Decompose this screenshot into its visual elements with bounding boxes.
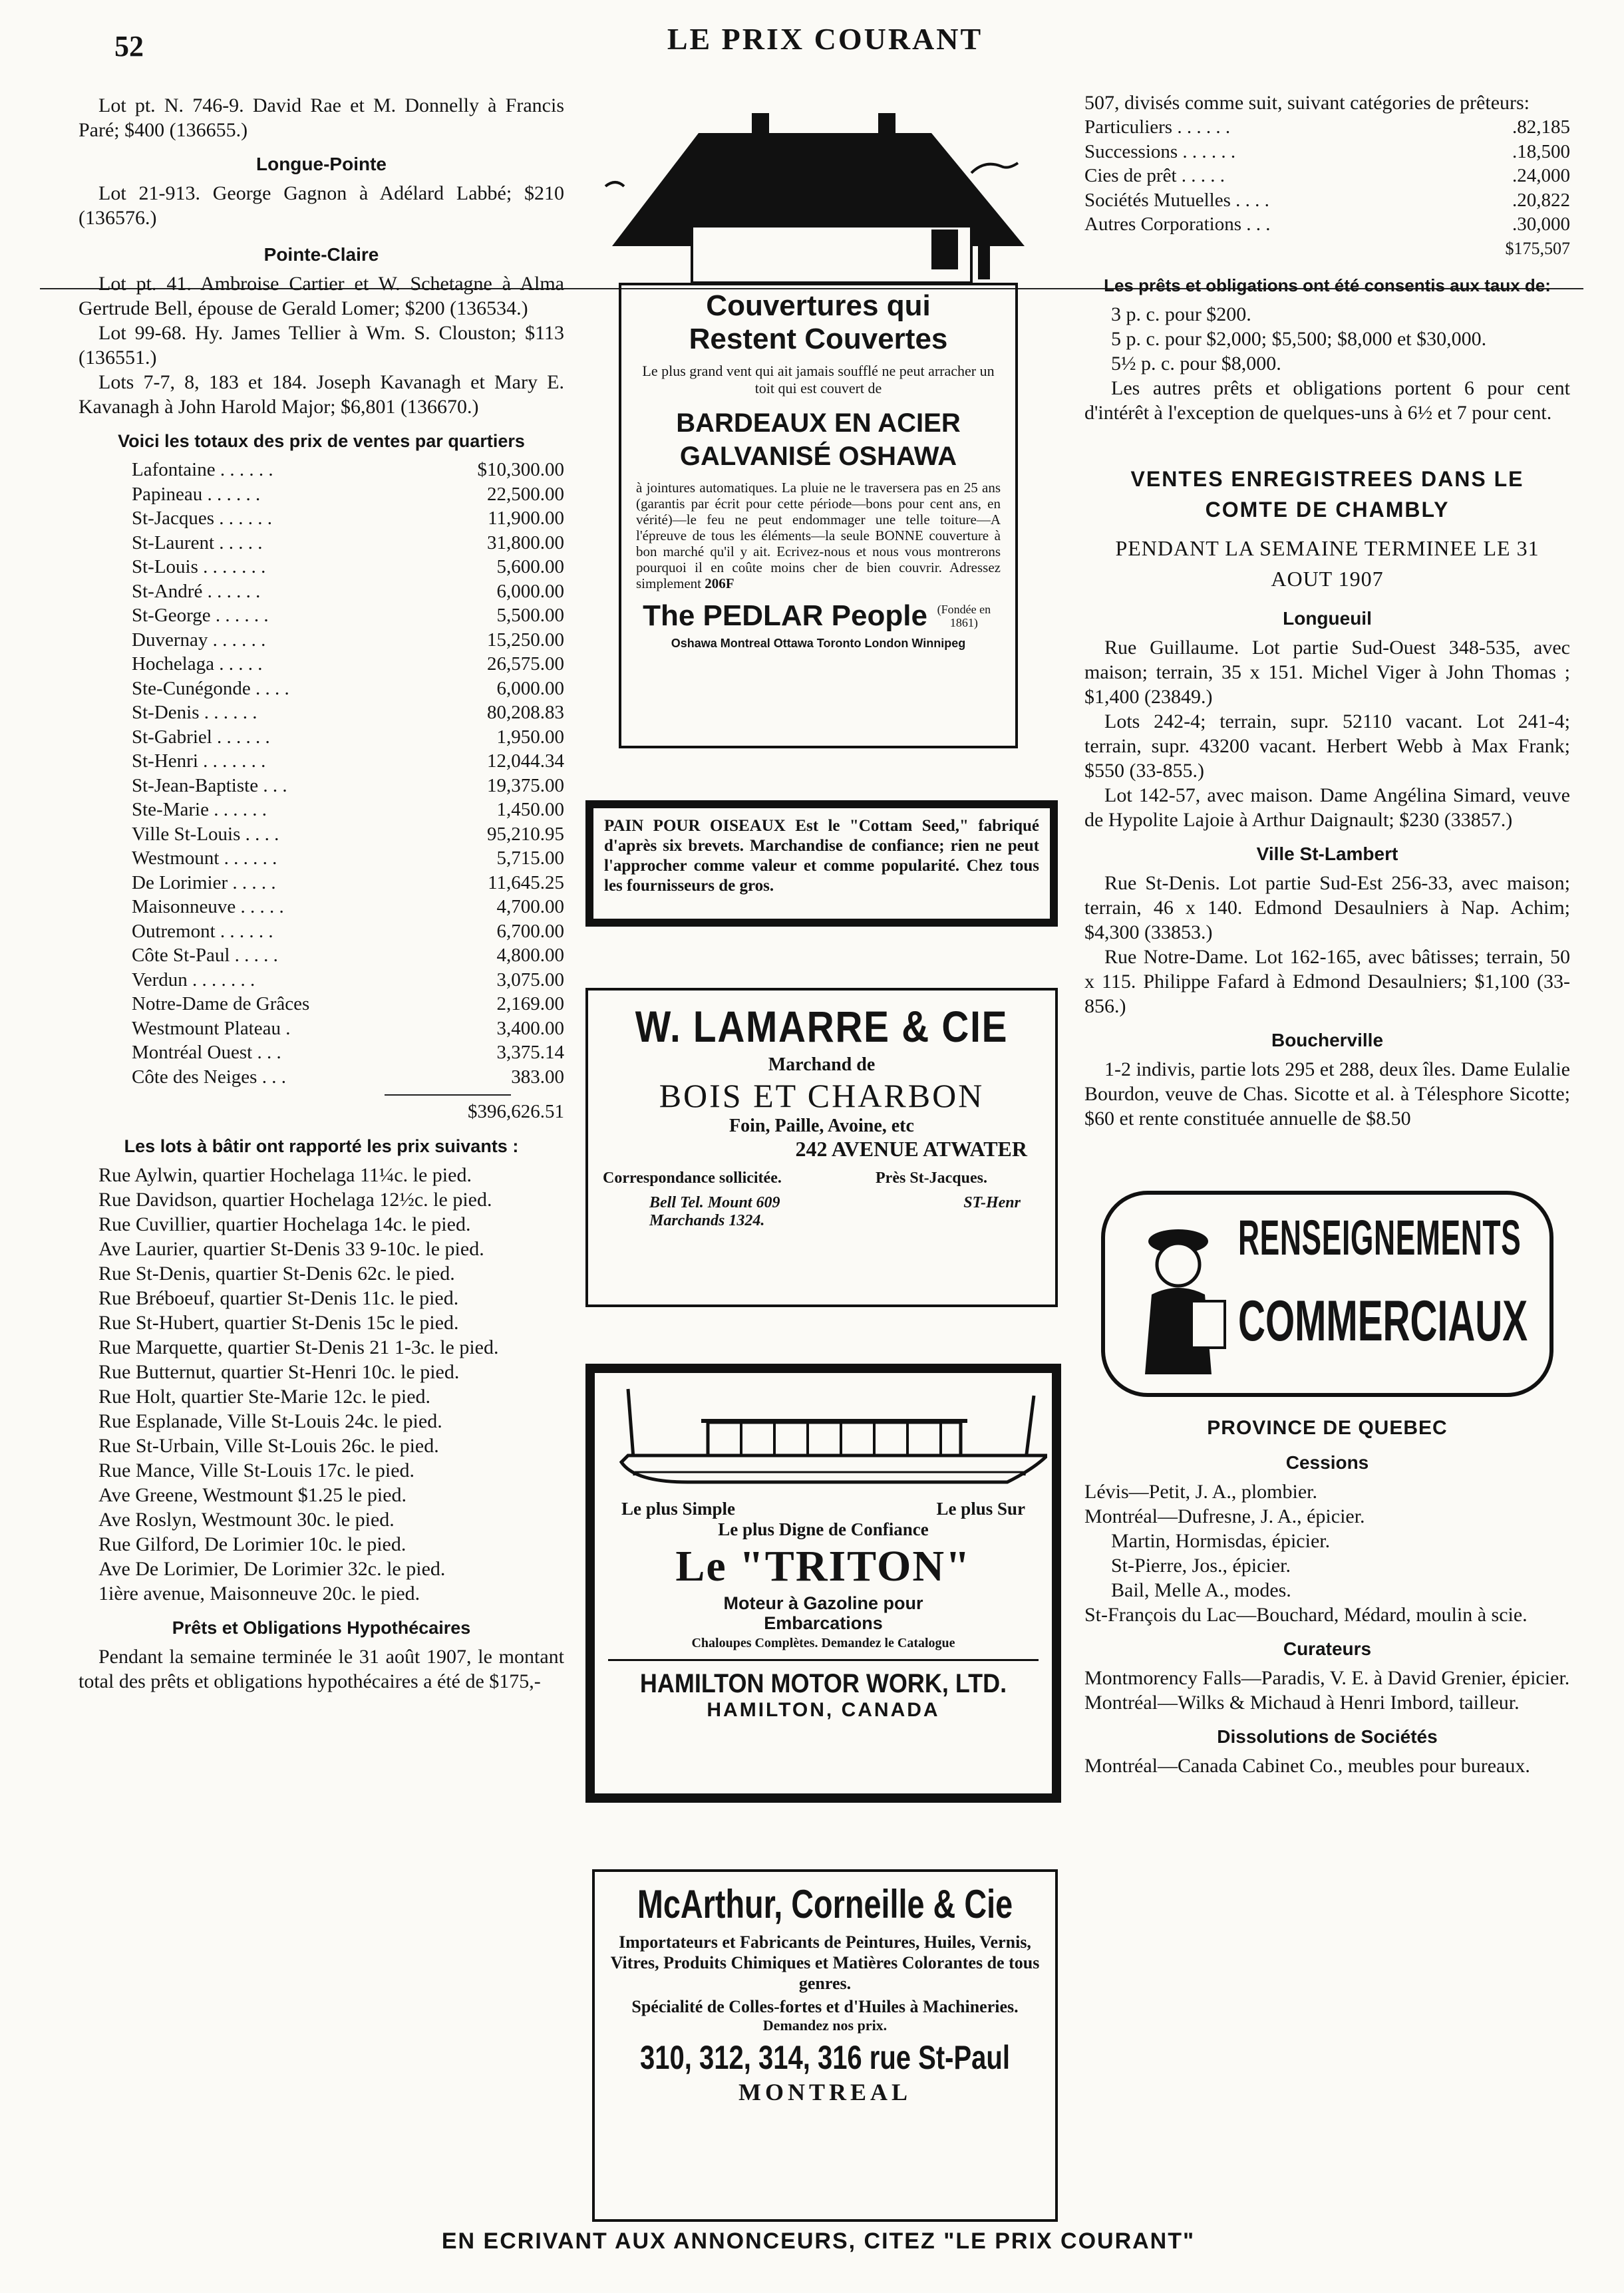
lamarre-bottom <box>603 1169 1041 1187</box>
taux-entry: 5 p. c. pour $2,000; $5,500; $8,000 et $30,000. <box>1111 328 1487 350</box>
taux-entry: 5½ p. c. pour $8,000. <box>1111 353 1281 375</box>
preteurs-table <box>1084 115 1570 261</box>
list-item: Rue Marquette, quartier St-Denis 21 1-3c. le pied. <box>98 1336 499 1358</box>
table-row: Côte des Neiges . . . 383.00 <box>132 1066 564 1088</box>
heading-st-lambert: Ville St-Lambert <box>1256 843 1398 864</box>
mcarthur-ad <box>592 1869 1058 2222</box>
cession-entry: Martin, Hormisdas, épicier. <box>1111 1530 1331 1552</box>
list-item: Rue Aylwin, quartier Hochelaga 11¼c. le pied. <box>98 1163 472 1186</box>
longueuil-entry: Rue Guillaume. Lot partie Sud-Ouest 348-535, avec maison; terrain, 35 x 151. Michel Viger à John Thomas ; $1,400 (23849.) <box>1084 637 1570 708</box>
table-row: Autres Corporations . . . .30,000 <box>1084 214 1570 235</box>
curateur-entry: Montréal—Wilks & Michaud à Henri Imbord, tailleur. <box>1084 1692 1520 1714</box>
intro-paragraph: Lot pt. N. 746-9. David Rae et M. Donnelly à Francis Paré; $400 (136655.) <box>79 94 564 141</box>
pedlar-product: BARDEAUX EN ACIER <box>676 408 961 438</box>
left-column <box>79 93 564 1694</box>
list-item: Rue Esplanade, Ville St-Louis 24c. le pied. <box>98 1410 442 1432</box>
pedlar-title: Restent Couvertes <box>689 323 948 355</box>
triton-tagline: Le plus Digne de Confiance <box>718 1519 929 1539</box>
list-item: Rue Mance, Ville St-Louis 17c. le pied. <box>98 1459 415 1481</box>
table-row: St-Gabriel . . . . . . 1,950.00 <box>132 726 564 748</box>
heading-boucherville: Boucherville <box>1271 1030 1384 1050</box>
cession-entry: Montréal—Dufresne, J. A., épicier. <box>1084 1505 1365 1527</box>
lamarre-items: Foin, Paille, Avoine, etc <box>729 1116 914 1136</box>
list-item: Rue St-Denis, quartier St-Denis 62c. le pied. <box>98 1262 455 1285</box>
table-row: St-Jean-Baptiste . . . 19,375.00 <box>132 774 564 796</box>
pedlar-product: GALVANISÉ OSHAWA <box>679 442 957 471</box>
pedlar-founded: (Fondée en 1861) <box>937 603 991 629</box>
pedlar-cities: Oshawa Montreal Ottawa Toronto London Winnipeg <box>671 637 966 650</box>
page-footer: EN ECRIVANT AUX ANNONCEURS, CITEZ "LE PRIX COURANT" <box>441 2228 1196 2254</box>
triton-tagline: Le plus Simple <box>621 1499 736 1519</box>
triton-ad <box>585 1364 1061 1803</box>
pointe-claire-entry: Lot pt. 41. Ambroise Cartier et W. Schetagne à Alma Gertrude Bell, épouse de Gerald Lomer; $200 (136534.) <box>79 273 564 319</box>
list-item: 1ière avenue, Maisonneuve 20c. le pied. <box>98 1582 420 1605</box>
list-item: Ave Roslyn, Westmount 30c. le pied. <box>98 1508 395 1531</box>
table-row: Montréal Ouest . . . 3,375.14 <box>132 1042 564 1063</box>
heading-curateurs: Curateurs <box>1283 1638 1372 1659</box>
table-row: Notre-Dame de Grâces 2,169.00 <box>132 993 564 1014</box>
table-row: Outremont . . . . . . 6,700.00 <box>132 920 564 942</box>
heading-province: PROVINCE DE QUEBEC <box>1207 1417 1448 1439</box>
heading-dissolutions: Dissolutions de Sociétés <box>1217 1726 1438 1747</box>
table-row: Particuliers . . . . . . .82,185 <box>1084 116 1570 138</box>
table-row: Côte St-Paul . . . . . 4,800.00 <box>132 945 564 966</box>
table-row: St-Laurent . . . . . 31,800.00 <box>132 532 564 553</box>
triton-tagline: Le plus Sur <box>936 1499 1025 1519</box>
pedlar-text: à jointures automatiques. La pluie ne le traversera pas en 25 ans (garantis par écrit pour cette période—bons pour cent ans, en vérité)—le feu ne peut endommager une telle toiture—A l'épreuve de tous les éléments—la seule BONNE couverture à bon marché qu'il y ait. Ecrivez-nous et nous vous montrerons pourquoi il en coûte moins cher de bien couvrir. Adressez simplement 206F <box>636 480 1001 591</box>
table-row: Verdun . . . . . . . 3,075.00 <box>132 969 564 991</box>
pedlar-text: Le plus grand vent qui ait jamais soufflé ne peut arracher un toit qui est couvert de <box>642 363 995 396</box>
list-item: Rue Butternut, quartier St-Henri 10c. le pied. <box>98 1360 460 1383</box>
table-row: Maisonneuve . . . . . 4,700.00 <box>132 896 564 917</box>
cession-entry: Lévis—Petit, J. A., plombier. <box>1084 1481 1317 1503</box>
page-number: 52 <box>114 30 144 63</box>
mcarthur-desc: Importateurs et Fabricants de Peintures, Huiles, Vernis, Vitres, Produits Chimiques et Matières Colorantes de tous genres. <box>610 1932 1040 1993</box>
lots-list <box>79 1163 564 1606</box>
heading-taux: Les prêts et obligations ont été consentis aux taux de: <box>1104 275 1551 295</box>
triton-catalogue: Chaloupes Complètes. Demandez le Catalogue <box>691 1636 955 1650</box>
mcarthur-address: 310, 312, 314, 316 rue St-Paul <box>640 2039 1010 2076</box>
table-row: St-Denis . . . . . . 80,208.83 <box>132 702 564 723</box>
mcarthur-spec: Spécialité de Colles-fortes et d'Huiles à Machineries. <box>631 1997 1019 2016</box>
heading-cessions: Cessions <box>1285 1452 1369 1473</box>
pedlar-brand-row <box>636 599 1001 633</box>
table-row: Ste-Marie . . . . . . 1,450.00 <box>132 799 564 820</box>
heading-lots: Les lots à bâtir ont rapporté les prix suivants : <box>124 1136 519 1156</box>
lamarre-trade: BOIS ET CHARBON <box>659 1077 985 1114</box>
lamarre-tel: Bell Tel. Mount 609 Marchands 1324. <box>649 1194 780 1229</box>
renseignements-text: RENSEIGNEMENTS <box>1238 1210 1522 1265</box>
triton-city: HAMILTON, CANADA <box>707 1699 940 1721</box>
lamarre-sub: Marchand de <box>768 1054 876 1075</box>
lamarre-name: W. LAMARRE & CIE <box>635 1002 1009 1051</box>
newsboy-figure <box>1132 1215 1231 1381</box>
cession-entry: Bail, Melle A., modes. <box>1111 1579 1291 1601</box>
list-item: Rue Holt, quartier Ste-Marie 12c. le pied. <box>98 1385 431 1408</box>
table-row: Ville St-Louis . . . . 95,210.95 <box>132 823 564 845</box>
table-row: Sociétés Mutuelles . . . . .20,822 <box>1084 189 1570 211</box>
total-rule <box>385 1094 511 1096</box>
heading-longue-pointe: Longue-Pointe <box>256 154 387 174</box>
curateur-entry: Montmorency Falls—Paradis, V. E. à David Grenier, épicier. <box>1084 1667 1570 1689</box>
heading-prets: Prêts et Obligations Hypothécaires <box>172 1617 471 1638</box>
lamarre-hour: ST-Henr <box>963 1194 1021 1211</box>
list-item: Rue Davidson, quartier Hochelaga 12½c. le pied. <box>98 1188 492 1211</box>
longue-pointe-entry: Lot 21-913. George Gagnon à Adélard Labbé; $210 (136576.) <box>79 182 564 229</box>
list-item: Rue Cuvillier, quartier Hochelaga 14c. le pied. <box>98 1213 471 1235</box>
pedlar-box <box>619 283 1018 748</box>
table-row: Hochelaga . . . . . 26,575.00 <box>132 653 564 675</box>
heading-ventes: VENTES ENREGISTREES DANS LE COMTE DE CHAMBLY <box>1130 467 1524 522</box>
renseignements-logo <box>1101 1191 1553 1397</box>
table-row: Papineau . . . . . . 22,500.00 <box>132 483 564 505</box>
pointe-claire-entry: Lots 7-7, 8, 183 et 184. Joseph Kavanagh et Mary E. Kavanagh à John Harold Major; $6,801 (136670.) <box>79 371 564 418</box>
list-item: Ave Greene, Westmount $1.25 le pied. <box>98 1483 407 1506</box>
total-row: $396,626.51 <box>468 1101 564 1122</box>
boucherville-entry: 1-2 indivis, partie lots 295 et 288, deux îles. Dame Eulalie Bourdon, veuve de Chas. Sicotte et al. à Télesphore Sicotte; $60 et rente constituée annuelle de $8.50 <box>1084 1058 1570 1130</box>
table-row: Westmount Plateau . 3,400.00 <box>132 1017 564 1039</box>
longueuil-entry: Lots 242-4; terrain, supr. 52110 vacant. Lot 241-4; terrain, supr. 43200 vacant. Herbert Webb à Max Frank; $550 (33-855.) <box>1084 710 1570 782</box>
table-row: St-George . . . . . . 5,500.00 <box>132 605 564 626</box>
lamarre-ad <box>585 988 1058 1307</box>
list-item: Rue St-Urbain, Ville St-Louis 26c. le pied. <box>98 1434 439 1457</box>
pedlar-title: Couvertures qui <box>706 289 931 322</box>
mcarthur-city: MONTREAL <box>738 2079 911 2105</box>
heading-semaine: PENDANT LA SEMAINE TERMINEE LE 31 AOUT 1907 <box>1115 536 1540 591</box>
pedlar-ad <box>599 93 1038 758</box>
table-row: Lafontaine . . . . . . $10,300.00 <box>132 459 564 480</box>
triton-name: Le "TRITON" <box>675 1542 971 1591</box>
dissolution-entry: Montréal—Canada Cabinet Co., meubles pour bureaux. <box>1084 1755 1530 1777</box>
list-item: Ave De Lorimier, De Lorimier 32c. le pied. <box>98 1557 446 1580</box>
cession-entry: St-Pierre, Jos., épicier. <box>1111 1555 1291 1577</box>
motorboat-illustration <box>608 1382 1047 1495</box>
cession-entry: St-François du Lac—Bouchard, Médard, moulin à scie. <box>1084 1604 1528 1626</box>
longueuil-entry: Lot 142-57, avec maison. Dame Angélina Simard, veuve de Hypolite Lajoie à Arthur Daignault; $230 (33857.) <box>1084 784 1570 831</box>
page-title: LE PRIX COURANT <box>667 22 983 56</box>
triton-motor: Embarcations <box>764 1613 883 1633</box>
table-row: St-André . . . . . . 6,000.00 <box>132 580 564 602</box>
pedlar-brand: The PEDLAR People <box>643 599 927 632</box>
table-row: Duvernay . . . . . . 15,250.00 <box>132 629 564 651</box>
table-row: St-Henri . . . . . . . 12,044.34 <box>132 750 564 772</box>
barn-roof-illustration <box>599 93 1038 286</box>
right-column <box>1084 93 1570 1778</box>
list-item: Rue St-Hubert, quartier St-Denis 15c le pied. <box>98 1311 459 1334</box>
lamarre-address: 242 AVENUE ATWATER <box>795 1137 1027 1161</box>
lamarre-phone <box>603 1194 1041 1230</box>
table-row: Westmount . . . . . . 5,715.00 <box>132 847 564 869</box>
table-row: Ste-Cunégonde . . . . 6,000.00 <box>132 677 564 699</box>
table-row: St-Louis . . . . . . . 5,600.00 <box>132 556 564 577</box>
triton-taglines <box>608 1499 1039 1519</box>
triton-divider <box>608 1659 1039 1661</box>
heading-longueuil: Longueuil <box>1283 608 1372 629</box>
table-row: Cies de prêt . . . . . .24,000 <box>1084 165 1570 186</box>
triton-company: HAMILTON MOTOR WORK, LTD. <box>639 1669 1007 1698</box>
triton-motor: Moteur à Gazoline pour <box>723 1593 923 1613</box>
heading-pointe-claire: Pointe-Claire <box>263 244 379 265</box>
prets-paragraph: Pendant la semaine terminée le 31 août 1907, le montant total des prêts et obligations hypothécaires a été de $175,- <box>79 1645 564 1692</box>
st-lambert-entry: Rue Notre-Dame. Lot 162-165, avec bâtisses; terrain, 50 x 115. Philippe Fafard à Edmond Desaulniers; $1,100 (33-856.) <box>1084 946 1570 1017</box>
list-item: Ave Laurier, quartier St-Denis 33 9-10c. le pied. <box>98 1237 484 1260</box>
list-item: Rue Bréboeuf, quartier St-Denis 11c. le pied. <box>98 1287 459 1309</box>
pain-oiseaux-text: PAIN POUR OISEAUX Est le "Cottam Seed," fabriqué d'après six brevets. Marchandise de confiance; rien ne peut l'approcher comme valeur et comme popularité. Chez tous les fournisseurs de gros. <box>604 817 1039 895</box>
lamarre-pres: Près St-Jacques. <box>876 1169 987 1187</box>
table-row: De Lorimier . . . . . 11,645.25 <box>132 871 564 893</box>
preteurs-intro: 507, divisés comme suit, suivant catégories de prêteurs: <box>1084 92 1530 114</box>
quartiers-table <box>132 458 564 1124</box>
lamarre-corr: Correspondance sollicitée. <box>603 1169 782 1187</box>
pointe-claire-entry: Lot 99-68. Hy. James Tellier à Wm. S. Clouston; $113 (136551.) <box>79 322 564 369</box>
heading-totaux: Voici les totaux des prix de ventes par quartiers <box>118 431 525 451</box>
table-row: St-Jacques . . . . . . 11,900.00 <box>132 508 564 529</box>
pain-oiseaux-ad <box>585 800 1058 927</box>
total-row: $175,507 <box>1505 238 1570 258</box>
table-row: Successions . . . . . . .18,500 <box>1084 140 1570 162</box>
renseignements-text: COMMERCIAUX <box>1238 1289 1528 1353</box>
st-lambert-entry: Rue St-Denis. Lot partie Sud-Est 256-33, avec maison; terrain, 46 x 140. Edmond Desaulniers à Nap. Achim; $4,300 (33853.) <box>1084 872 1570 943</box>
taux-entry: 3 p. c. pour $200. <box>1111 303 1251 325</box>
mcarthur-name: McArthur, Corneille & Cie <box>637 1882 1013 1926</box>
mcarthur-prix: Demandez nos prix. <box>762 2017 888 2034</box>
list-item: Rue Gilford, De Lorimier 10c. le pied. <box>98 1533 406 1555</box>
taux-entry: Les autres prêts et obligations portent 6 pour cent d'intérêt à l'exception de quelques-uns à 6½ et 7 pour cent. <box>1084 377 1570 424</box>
